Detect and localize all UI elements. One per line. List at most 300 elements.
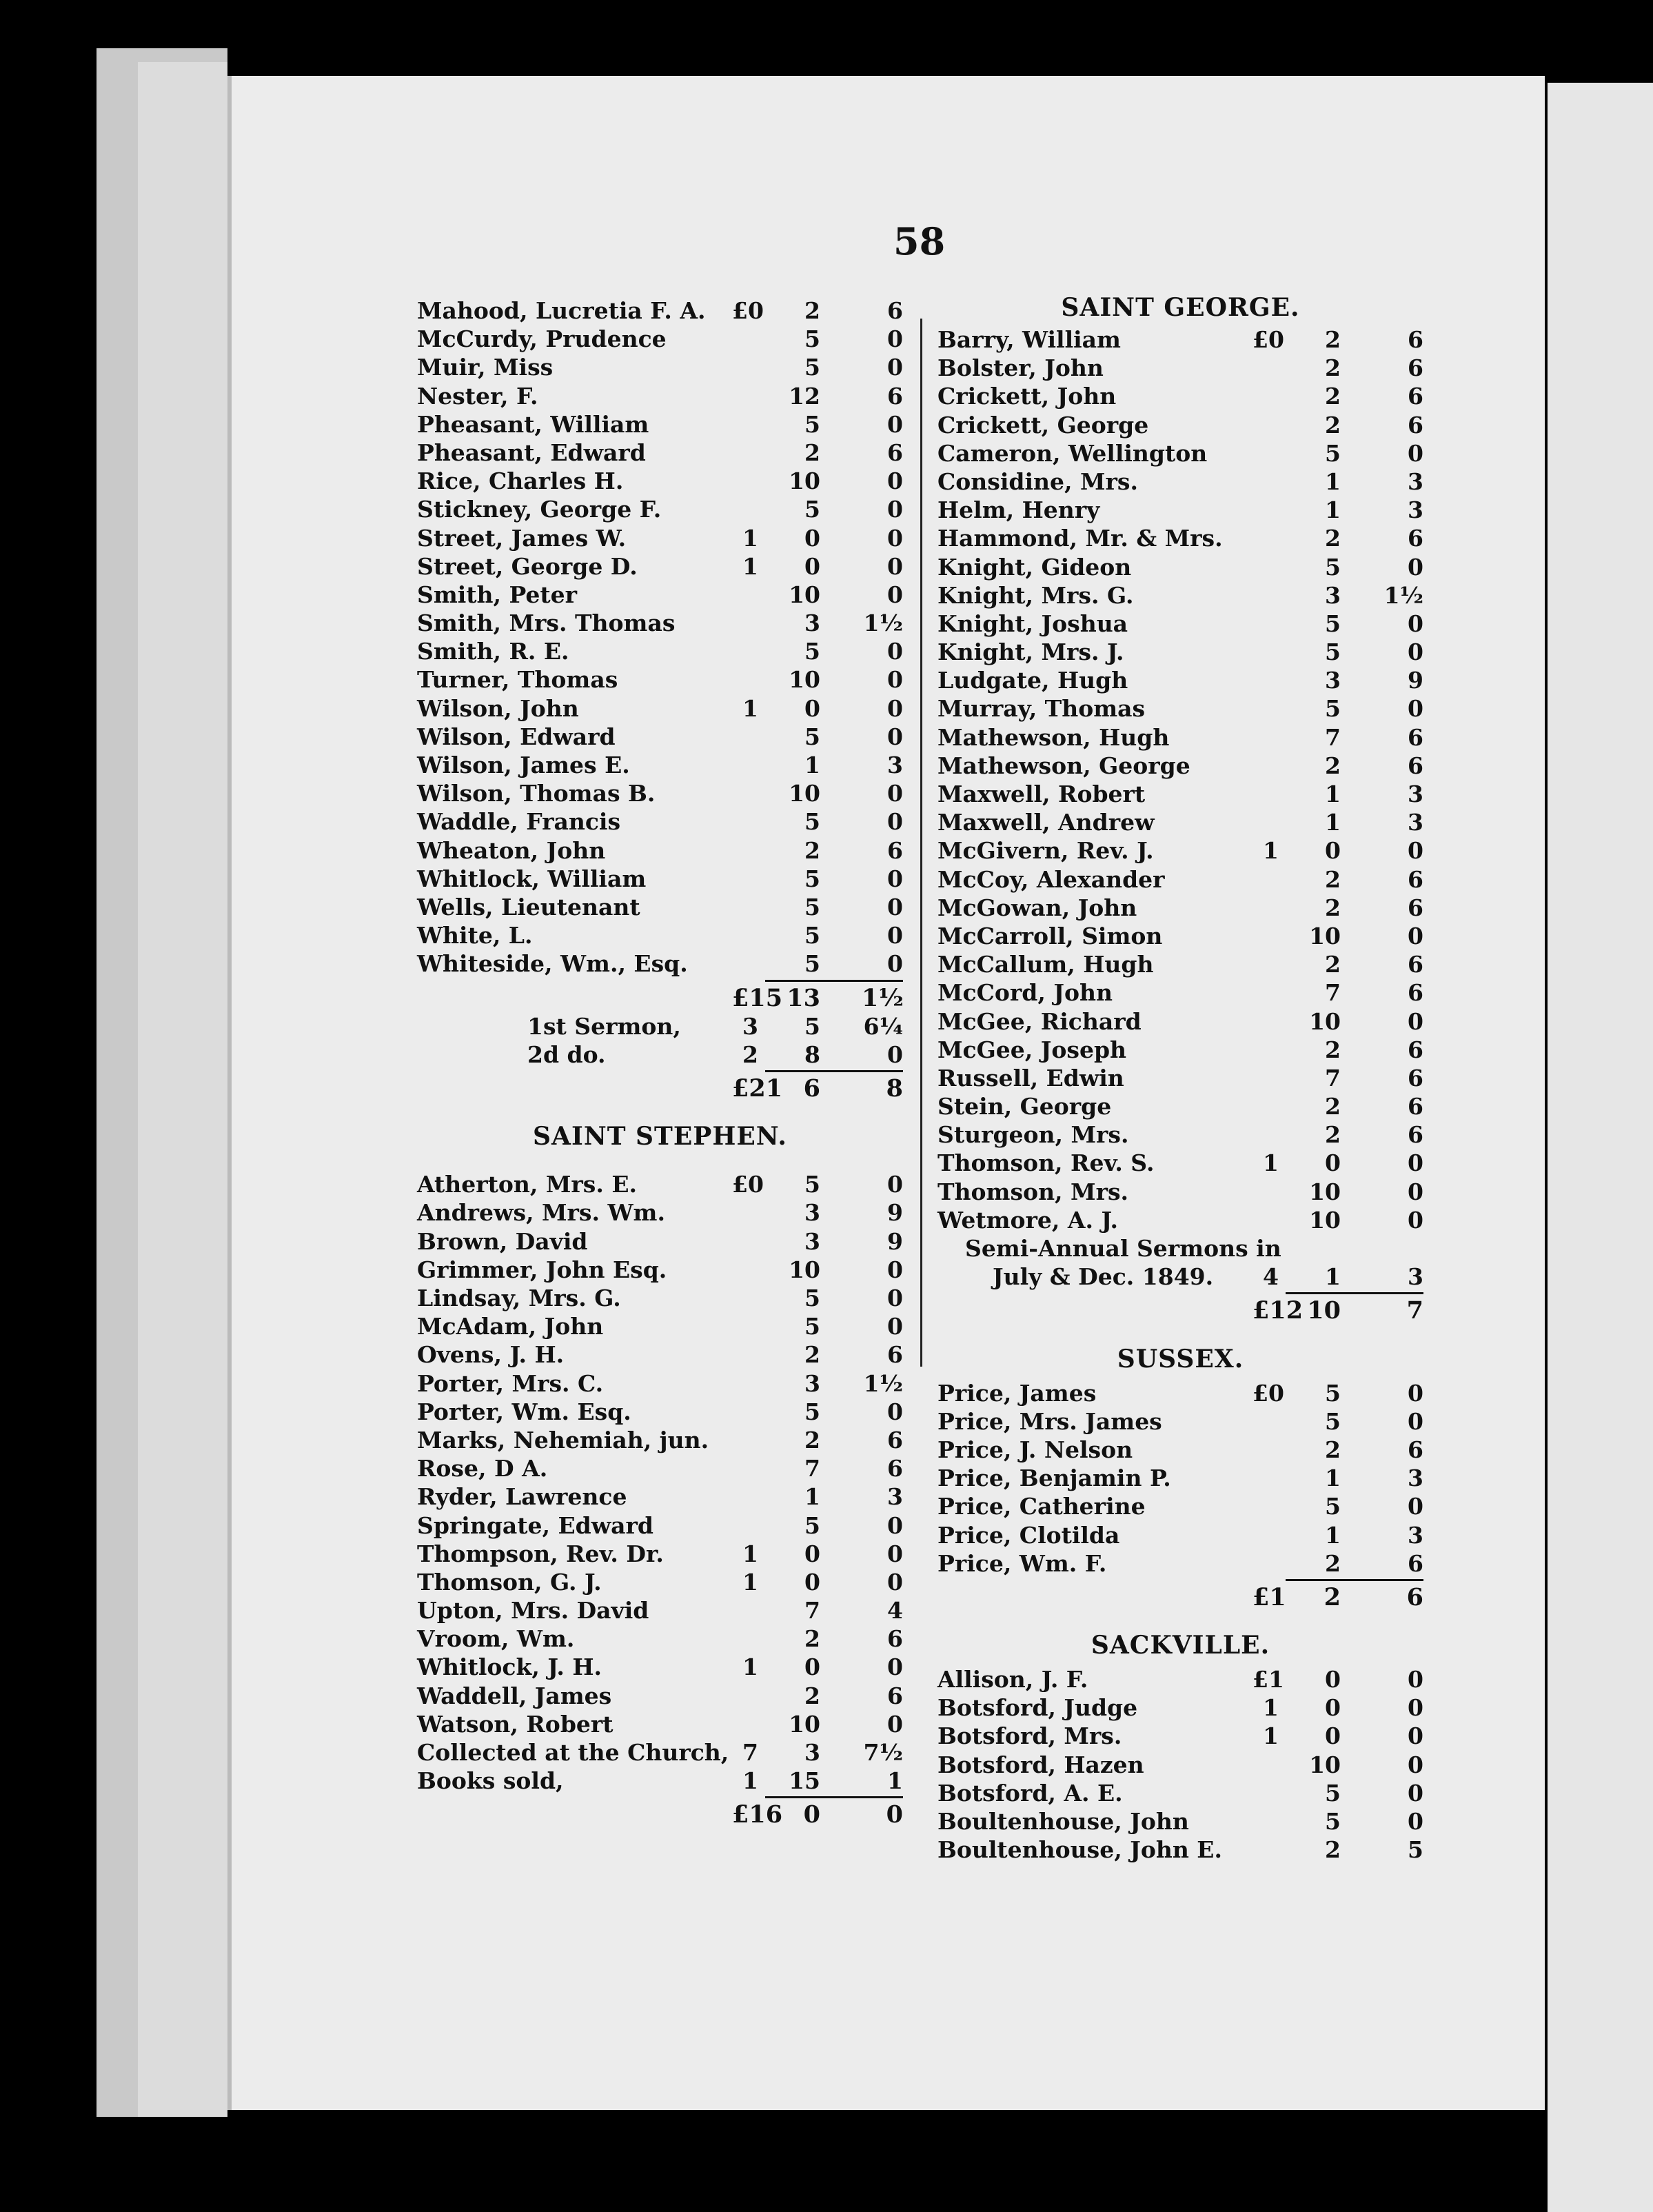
list-item [937,1007,1423,1036]
subscriber-name: Wheaton, John [417,836,606,864]
subscriber-name: Thomson, G. J. [417,1568,602,1596]
subscriber-name: Wilson, James E. [417,752,630,778]
list-item [937,1064,1423,1092]
amount-pence: 3 [887,752,903,778]
amount-pence: 6 [1408,865,1423,893]
subscriber-name: McGee, Richard [937,1007,1142,1035]
list-item [937,1464,1423,1492]
list-item [417,1398,903,1426]
subscriber-name: Atherton, Mrs. E. [417,1171,637,1198]
subscriber-name: Wells, Lieutenant [417,893,640,921]
amount-pence: 0 [1408,1149,1423,1177]
amount-pence: 3 [1408,1465,1423,1492]
right-column [937,290,1423,1864]
amount-pence: 0 [1408,695,1423,723]
amount-pounds: 7 [742,1739,758,1766]
subscriber-name: Botsford, Judge [937,1694,1138,1722]
list-item [417,353,903,381]
semi-pence: 3 [1408,1263,1423,1291]
total-pounds: £21 [732,1074,783,1103]
amount-pence: 0 [887,524,903,552]
sum-rule [417,1069,903,1074]
amount-pence: 6 [1408,411,1423,439]
subscriber-name: Lindsay, Mrs. G. [417,1285,621,1311]
total-pence: 7 [1406,1296,1423,1325]
list-item [417,1170,903,1198]
amount-shillings: 5 [804,1398,820,1425]
subscriber-name: McGee, Joseph [937,1036,1127,1063]
list-item [937,1722,1423,1750]
amount-pence: 0 [1408,1694,1423,1722]
subscriber-name: White, L. [417,922,533,949]
list-item [417,1040,903,1069]
list-item [937,752,1423,780]
list-item [937,978,1423,1007]
amount-shillings: 2 [1325,894,1341,921]
amount-pence: 0 [887,1256,903,1283]
total-pence: 8 [886,1074,903,1103]
amount-shillings: 5 [1325,695,1341,723]
section-heading-sussex: SUSSEX. [1117,1344,1244,1374]
subscriber-name: Wilson, John [417,694,579,722]
subscriber-name: McGivern, Rev. J. [937,837,1154,865]
subscriber-name: Street, George D. [417,552,638,580]
list-item [417,1511,903,1540]
subscriber-name: Pheasant, Edward [417,439,646,466]
amount-shillings: 10 [1309,1178,1341,1205]
subscriber-name: Ludgate, Hugh [937,667,1128,694]
amount-pounds: 1 [742,524,758,552]
section-heading-saint-george: SAINT GEORGE. [1061,293,1300,322]
amount-pounds: 3 [742,1012,758,1040]
amount-pence: 6 [1408,525,1423,552]
subscriber-name: Brown, David [417,1227,588,1255]
amount-pence: 3 [1408,496,1423,524]
subscriber-name: Knight, Mrs. J. [937,639,1124,666]
list-item [937,1120,1423,1149]
subscriber-name: Stickney, George F. [417,496,662,523]
subscriber-name: Rice, Charles H. [417,467,624,495]
amount-pounds: 1 [742,1653,758,1681]
list-item [417,1227,903,1256]
amount-shillings: 10 [1309,1007,1341,1035]
list-item [937,836,1423,865]
amount-shillings: 2 [804,439,820,466]
subscriber-name: Wilson, Thomas B. [417,780,656,807]
list-item [937,496,1423,524]
section-heading-sackville: SACKVILLE. [1091,1631,1270,1660]
list-item [937,865,1423,894]
subscriber-name: McCallum, Hugh [937,951,1154,978]
subscriber-name: Watson, Robert [417,1710,613,1738]
total-shillings: 0 [803,1800,820,1829]
amount-shillings: 2 [804,297,820,324]
amount-shillings: 0 [1325,1694,1341,1722]
amount-pence: 1½ [1383,581,1423,609]
list-item [417,524,903,552]
list-item [417,609,903,637]
list-item [417,495,903,523]
list-item [417,1767,903,1795]
total-row [417,1800,903,1829]
amount-shillings: 5 [1325,439,1341,467]
subscriber-name: Crickett, George [937,411,1149,439]
subscriber-name: Collected at the Church, [417,1739,729,1766]
amount-pence: 6 [1408,1549,1423,1577]
amount-pence: 0 [1408,639,1423,666]
list-item [417,665,903,694]
list-item [937,411,1423,439]
amount-shillings: 5 [804,325,820,353]
subscriber-name: Thomson, Mrs. [937,1178,1129,1205]
amount-pence: 7½ [863,1739,903,1766]
subscriber-name: Whitlock, J. H. [417,1653,602,1681]
amount-pence: 0 [887,666,903,694]
subscriber-name: Muir, Miss [417,354,554,381]
list-item [937,1665,1423,1693]
amount-pence: 0 [887,865,903,892]
amount-pence: 0 [1408,610,1423,637]
list-item [417,467,903,495]
amount-shillings: 2 [804,1625,820,1653]
subscriber-name: McCord, John [937,979,1113,1007]
amount-shillings: 0 [1325,1666,1341,1693]
list-item [417,1482,903,1511]
amount-shillings: 2 [1325,411,1341,439]
subscriber-name: McCarroll, Simon [937,922,1163,949]
subscriber-name: Murray, Thomas [937,695,1146,723]
list-item [417,1710,903,1738]
amount-pence: 6 [887,836,903,864]
amount-pence: 0 [1408,1007,1423,1035]
amount-shillings: 5 [1325,1493,1341,1520]
subscriber-name: Price, Catherine [937,1493,1146,1520]
total-pounds: £16 [732,1800,783,1829]
subscriber-name: Grimmer, John Esq. [417,1256,667,1283]
subscriber-name: Price, Benjamin P. [937,1465,1171,1492]
list-item [417,439,903,467]
amount-pence: 0 [1408,1722,1423,1750]
amount-shillings: 3 [1325,667,1341,694]
amount-pence: 0 [887,410,903,438]
subtotal-row [417,984,903,1012]
subscriber-name: Barry, William [937,326,1121,353]
subscriber-name: Smith, R. E. [417,638,569,665]
amount-shillings: 2 [804,1682,820,1709]
list-item [417,1596,903,1625]
subscriber-name: Wilson, Edward [417,723,616,750]
amount-shillings: 5 [804,638,820,665]
amount-shillings: 5 [1325,610,1341,637]
subscriber-name: Helm, Henry [937,496,1100,524]
amount-pence: 0 [1408,1779,1423,1807]
subscriber-name: 1st Sermon, [527,1012,681,1040]
amount-pence: 0 [887,694,903,722]
amount-shillings: 0 [804,1653,820,1681]
amount-shillings: 2 [1325,951,1341,978]
subscriber-name: Rose, D A. [417,1455,548,1482]
total-shillings: 10 [1307,1296,1341,1325]
amount-pence: 6 [887,1455,903,1482]
subscriber-name: Wetmore, A. J. [937,1206,1119,1234]
amount-shillings: 5 [804,1171,820,1198]
amount-shillings: 8 [804,1040,820,1068]
amount-pence: 0 [1408,837,1423,865]
amount-shillings: 5 [804,808,820,836]
amount-pence: 6 [1408,1121,1423,1149]
list-item [937,1178,1423,1206]
subscriber-name: 2d do. [527,1040,606,1068]
subscriber-name: Maxwell, Andrew [937,809,1155,836]
subscriber-name: Bolster, John [937,354,1104,382]
amount-shillings: 7 [804,1455,820,1482]
list-item [937,382,1423,410]
subscriber-name: Porter, Mrs. C. [417,1369,604,1397]
subscriber-name: Price, James [937,1379,1097,1407]
amount-shillings: 0 [1325,1149,1341,1177]
amount-shillings: 10 [789,1256,820,1283]
amount-pence: 6 [1408,1436,1423,1463]
amount-shillings: 7 [1325,723,1341,751]
sum-rule [417,978,903,984]
subscriber-name: Turner, Thomas [417,666,618,694]
amount-pence: 0 [887,1285,903,1311]
amount-pence: 6 [1408,1064,1423,1092]
subscriber-name: Boultenhouse, John E. [937,1836,1222,1864]
subscriber-name: Smith, Mrs. Thomas [417,610,676,637]
amount-pence: 4 [887,1597,903,1625]
subscriber-name: Allison, J. F. [937,1666,1088,1693]
list-item [937,950,1423,978]
amount-pence: 6 [887,1625,903,1653]
amount-pence: 5 [1408,1836,1423,1864]
amount-pence: 3 [1408,781,1423,807]
amount-pence: 6 [1408,383,1423,410]
amount-pence: 6¼ [863,1012,903,1040]
list-item [417,865,903,893]
amount-pence: 0 [887,467,903,495]
amount-shillings: 10 [1309,1751,1341,1778]
amount-pence: 0 [1408,1206,1423,1234]
semi-annual-line-2: July & Dec. 1849. 4 1 3 [993,1263,1423,1291]
amount-shillings: 0 [804,694,820,722]
amount-pence: 6 [1408,951,1423,978]
amount-shillings: 2 [1325,865,1341,893]
amount-shillings: 7 [1325,979,1341,1007]
subscriber-name: Ryder, Lawrence [417,1483,627,1511]
subtotal-pounds: £15 [732,983,783,1012]
subscriber-name: Waddell, James [417,1682,612,1709]
amount-shillings: 1 [804,1483,820,1511]
amount-shillings: 10 [789,1710,820,1738]
subscriber-name: Price, Wm. F. [937,1549,1107,1577]
amount-pence: 6 [1408,1093,1423,1120]
left-column [417,296,903,1829]
amount-shillings: 10 [789,581,820,608]
list-item [937,325,1423,354]
amount-shillings: 2 [1325,1121,1341,1149]
list-item [417,1625,903,1653]
list-item [417,1369,903,1398]
amount-shillings: 3 [804,1227,820,1255]
subscriber-name: Botsford, Mrs. [937,1722,1122,1750]
amount-shillings: 5 [804,1285,820,1311]
list-item [417,552,903,581]
amount-shillings: 5 [1325,1808,1341,1835]
amount-pence: 1 [887,1767,903,1795]
amount-shillings: 2 [1325,354,1341,382]
amount-shillings: 5 [804,723,820,750]
amount-shillings: 5 [804,496,820,523]
amount-pence: 0 [887,893,903,921]
list-item [937,1836,1423,1864]
amount-pounds: £0 [732,1171,764,1198]
list-item [937,1149,1423,1177]
subscriber-name: Upton, Mrs. David [417,1597,649,1625]
list-item [937,780,1423,808]
subscriber-name: Ovens, J. H. [417,1341,565,1369]
amount-pounds: 1 [742,1767,758,1795]
amount-shillings: 12 [789,382,820,410]
list-item [417,1682,903,1710]
amount-pence: 6 [887,382,903,410]
subscriber-name: Stein, George [937,1093,1112,1120]
sum-rule [417,1795,903,1800]
total-pence: 0 [886,1800,903,1829]
subtotal-shillings: 13 [787,983,820,1012]
subscriber-name: Mathewson, George [937,752,1190,779]
subscriber-name: Sturgeon, Mrs. [937,1121,1129,1149]
amount-shillings: 5 [1325,1779,1341,1807]
amount-shillings: 1 [1325,809,1341,836]
list-item [417,1256,903,1284]
amount-pounds: 1 [742,694,758,722]
amount-shillings: 5 [804,1313,820,1340]
total-pence: 6 [1406,1582,1423,1611]
list-item [417,637,903,665]
subscriber-name: Considine, Mrs. [937,467,1138,495]
amount-pence: 6 [1408,979,1423,1007]
list-item [937,553,1423,581]
subscriber-name: Boultenhouse, John [937,1808,1189,1835]
list-item [937,439,1423,467]
subscriber-name: Thomson, Rev. S. [937,1149,1155,1177]
subscriber-name: Hammond, Mr. & Mrs. [937,525,1223,552]
amount-shillings: 10 [1309,922,1341,949]
list-item [937,894,1423,922]
amount-shillings: 5 [804,922,820,949]
amount-shillings: 2 [804,836,820,864]
subscriber-name: Maxwell, Robert [937,781,1146,807]
amount-shillings: 3 [804,1369,820,1397]
amount-pence: 6 [1408,894,1423,921]
amount-pence: 0 [1408,553,1423,581]
amount-shillings: 2 [1325,525,1341,552]
amount-shillings: 0 [1325,1722,1341,1750]
amount-pence: 6 [887,1341,903,1369]
subscriber-name: McCurdy, Prudence [417,325,667,353]
amount-shillings: 7 [1325,1064,1341,1092]
amount-pence: 0 [1408,1751,1423,1778]
amount-pence: 0 [887,723,903,750]
page-number: 58 [893,219,946,263]
list-item [937,610,1423,638]
amount-pence: 0 [887,552,903,580]
amount-pence: 0 [887,581,903,608]
amount-pounds: £0 [732,297,764,324]
amount-shillings: 2 [1325,1036,1341,1063]
list-item [417,1738,903,1767]
amount-shillings: 5 [1325,639,1341,666]
list-item [417,1568,903,1596]
amount-shillings: 1 [1325,467,1341,495]
total-pounds: £12 [1253,1296,1304,1325]
list-item [937,1807,1423,1836]
amount-shillings: 3 [804,610,820,637]
subscriber-name: Andrews, Mrs. Wm. [417,1199,665,1227]
amount-shillings: 1 [1325,781,1341,807]
semi-annual-line-1: Semi-Annual Sermons in [965,1235,1281,1262]
amount-pounds: 1 [1263,837,1279,865]
next-page-edge [1548,83,1653,2212]
amount-shillings: 5 [804,410,820,438]
amount-pence: 6 [887,1426,903,1454]
subscriber-name: Knight, Mrs. G. [937,581,1134,609]
list-item [937,524,1423,552]
subscriber-name: Price, Clotilda [937,1521,1120,1549]
amount-pence: 0 [1408,922,1423,949]
list-item [937,1779,1423,1807]
amount-pence: 0 [887,1653,903,1681]
amount-shillings: 2 [1325,1549,1341,1577]
amount-pounds: £1 [1253,1666,1284,1693]
list-item [417,325,903,353]
subscriber-name: Price, Mrs. James [937,1407,1162,1435]
semi-pounds: 4 [1263,1263,1279,1291]
subscriber-name: McAdam, John [417,1313,604,1340]
list-item [937,922,1423,950]
amount-shillings: 1 [1325,1521,1341,1549]
total-shillings: 2 [1324,1582,1341,1611]
amount-pence: 1½ [863,1369,903,1397]
subscriber-name: Price, J. Nelson [937,1436,1133,1463]
sum-rule [937,1578,1423,1583]
list-item [417,694,903,723]
subscriber-name: Smith, Peter [417,581,578,608]
amount-pence: 0 [887,1540,903,1567]
amount-shillings: 5 [804,893,820,921]
amount-pence: 0 [887,1398,903,1425]
amount-pence: 6 [1408,1036,1423,1063]
list-item [417,893,903,921]
list-item [417,1454,903,1482]
amount-pence: 3 [887,1483,903,1511]
column-divider [920,319,922,1367]
amount-shillings: 5 [804,1511,820,1539]
amount-shillings: 3 [804,1739,820,1766]
amount-pence: 6 [1408,326,1423,353]
amount-pence: 0 [887,780,903,807]
amount-pence: 0 [887,808,903,836]
list-item [417,779,903,807]
amount-pence: 6 [887,439,903,466]
amount-shillings: 10 [1309,1206,1341,1234]
list-item [937,1492,1423,1520]
amount-pounds: 1 [1263,1722,1279,1750]
list-item [937,1206,1423,1234]
subscriber-name: Russell, Edwin [937,1064,1124,1092]
amount-pence: 0 [887,354,903,381]
